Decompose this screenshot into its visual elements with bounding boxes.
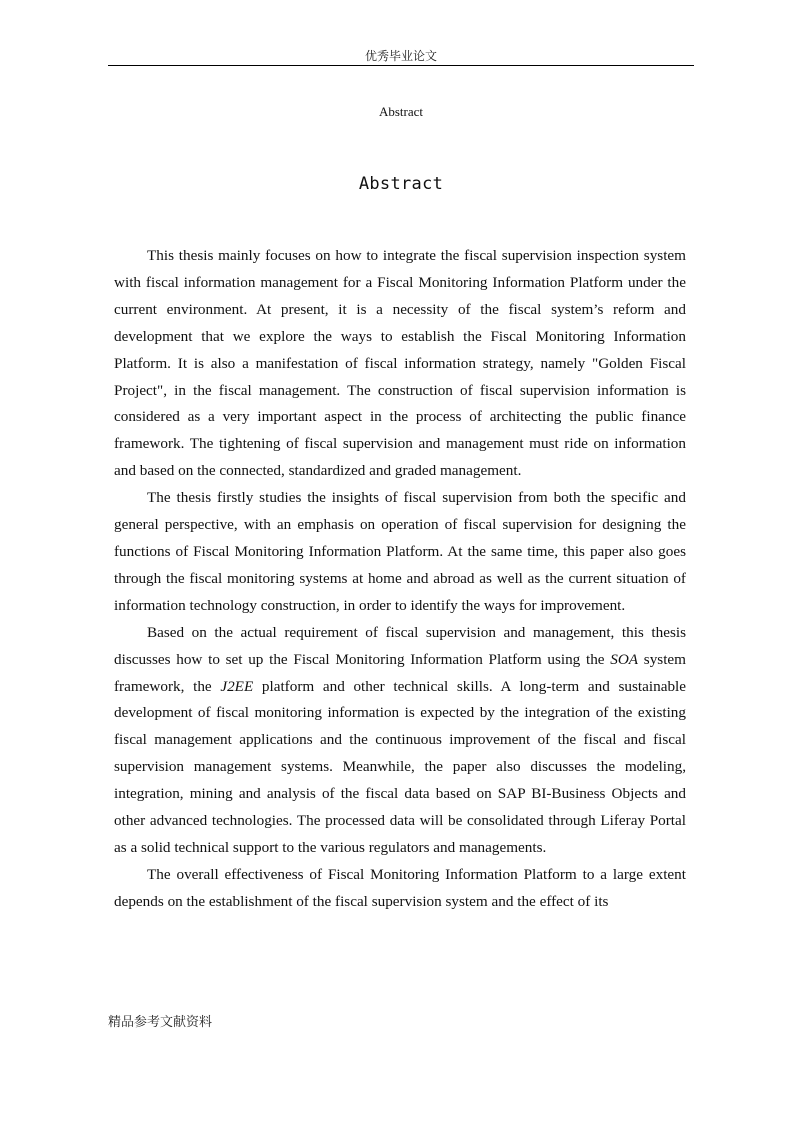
abstract-body bbox=[114, 243, 686, 916]
soa-term: SOA bbox=[610, 650, 639, 668]
j2ee-term: J2EE bbox=[220, 677, 254, 695]
page-header-banner: 优秀毕业论文 bbox=[364, 49, 437, 63]
page-footer: 精品参考文献资料 bbox=[108, 1014, 213, 1029]
running-title: Abstract bbox=[378, 104, 424, 119]
abstract-heading: Abstract bbox=[358, 174, 444, 194]
paragraph-4: The overall effectiveness of Fiscal Monitoring Information Platform to a large extent depends on the establishment of the fiscal supervision system and the effect of its bbox=[114, 865, 686, 910]
paragraph-1: This thesis mainly focuses on how to integrate the fiscal supervision inspection system with fiscal information management for a Fiscal Monitoring Information Platform under the current environment. At present, it is a necessity of the fiscal system’s reform and development that we explore the ways to establish the Fiscal Monitoring Information Platform. It is also a manifestation of fiscal information strategy, namely "Golden Fiscal Project", in the fiscal management. The construction of fiscal supervision information is considered as a very important aspect in the process of architecting the public finance framework. The tightening of fiscal supervision and management must ride on information and based on the connected, standardized and graded management. bbox=[114, 247, 686, 480]
paragraph-3 bbox=[114, 620, 686, 862]
paragraph-2: The thesis firstly studies the insights of fiscal supervision from both the specific and general perspective, with an emphasis on operation of fiscal supervision for designing the functions of Fiscal Monitoring Information Platform. At the same time, this paper also goes through the fiscal monitoring systems at home and abroad as well as the current situation of information technology construction, in order to identify the ways for improvement. bbox=[114, 489, 686, 614]
paragraph-3-part-1: Based on the actual requirement of fiscal supervision and management, this thesis discusses how to set up the Fiscal Monitoring Information Platform using the bbox=[114, 623, 686, 668]
header-divider bbox=[108, 65, 694, 66]
paragraph-3-part-2: system framework, the bbox=[114, 650, 686, 695]
paragraph-3-part-3: platform and other technical skills. A long-term and sustainable development of fiscal monitoring information is expected by the integration of the existing fiscal management applications and the continuous improvement of the fiscal and fiscal supervision management systems. Meanwhile, the paper also discusses the modeling, integration, mining and analysis of the fiscal data based on SAP BI-Business Objects and other advanced technologies. The processed data will be consolidated through Liferay Portal as a solid technical support to the various regulators and managements. bbox=[114, 677, 686, 856]
